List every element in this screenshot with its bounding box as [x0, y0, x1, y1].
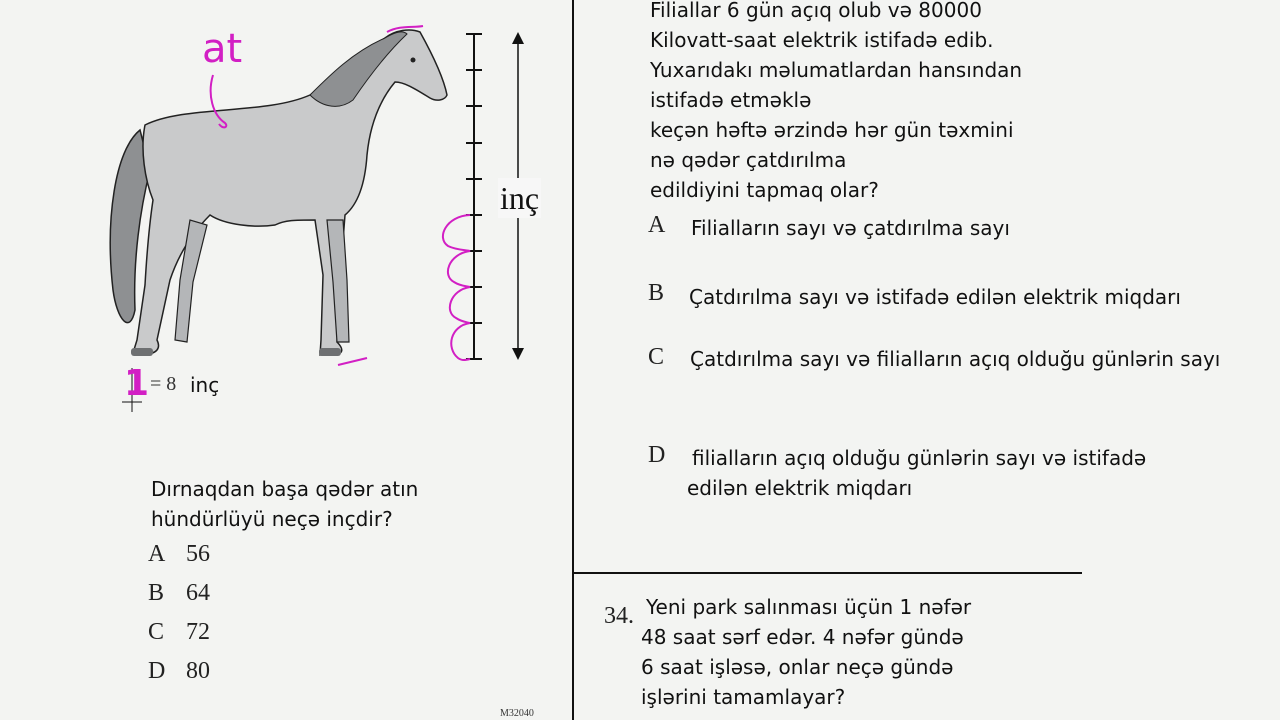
horse-question: [151, 474, 551, 534]
item-code: M32040: [500, 708, 534, 719]
horse-choice-c[interactable]: [148, 619, 348, 658]
choice-letter: B: [648, 280, 665, 306]
branch-question-line-1: Filiallar 6 gün açıq olub və 80000: [650, 0, 982, 22]
scale-unit-label: inç: [500, 180, 540, 216]
q34-line-1: Yeni park salınması üçün 1 nəfər: [646, 595, 972, 619]
q34-line-3: 6 saat işləsə, onlar neçə gündə: [641, 655, 954, 679]
key-equals-value: = 8: [150, 373, 177, 395]
choice-value: 56: [186, 541, 210, 567]
horse-question-line-1: Dırnaqdan başa qədər atın: [151, 477, 419, 501]
horse-illustration: [95, 20, 465, 370]
choice-text-line-1: filialların açıq olduğu günlərin sayı və istifadə: [692, 446, 1147, 470]
choice-value: 80: [186, 658, 210, 684]
horse-choice-b[interactable]: [148, 580, 348, 619]
choice-letter: D: [148, 658, 166, 684]
scale-key: [120, 363, 320, 416]
q34-line-2: 48 saat sərf edər. 4 nəfər gündə: [641, 625, 964, 649]
branch-question: [650, 0, 1022, 205]
column-divider: [572, 0, 574, 720]
choice-letter: C: [148, 619, 165, 645]
branch-question-line-7: edildiyini tapmaq olar?: [650, 178, 879, 202]
q34-line-4: işlərini tamamlayar?: [641, 685, 846, 709]
horse-question-line-2: hündürlüyü neçə inçdir?: [151, 507, 393, 531]
choice-value: 64: [186, 580, 210, 606]
branch-question-line-2: Kilovatt-saat elektrik istifadə edib.: [650, 28, 994, 52]
horse-choices: [148, 541, 348, 697]
q34-number: 34.: [604, 603, 634, 629]
horse-choice-a[interactable]: [148, 541, 348, 580]
choice-value: 72: [186, 619, 210, 645]
choice-letter: A: [148, 541, 166, 567]
branch-question-line-5: keçən həftə ərzində hər gün təxmini: [650, 118, 1014, 142]
branch-question-line-6: nə qədər çatdırılma: [650, 148, 847, 172]
branch-choice-d[interactable]: [648, 442, 1248, 506]
question-divider: [574, 572, 1082, 574]
horse-choice-d[interactable]: [148, 658, 348, 697]
handwritten-at-label: at: [202, 26, 243, 72]
choice-text: Çatdırılma sayı və filialların açıq olduğu günlərin sayı: [690, 347, 1221, 371]
choice-text: Filialların sayı və çatdırılma sayı: [691, 216, 1010, 240]
key-unit: inç: [190, 373, 220, 397]
choice-text: Çatdırılma sayı və istifadə edilən elektrik miqdarı: [689, 285, 1181, 309]
branch-choice-a[interactable]: [648, 212, 1248, 244]
q34-question: [641, 592, 971, 712]
choice-letter: C: [648, 344, 665, 370]
branch-choice-b[interactable]: [648, 280, 1248, 312]
branch-question-line-3: Yuxarıdakı məlumatlardan hansından: [650, 58, 1023, 82]
choice-letter: D: [648, 442, 666, 468]
branch-question-line-4: istifadə etməklə: [650, 88, 812, 112]
branch-choice-c[interactable]: [648, 344, 1248, 376]
key-handwritten-number: 1: [124, 363, 150, 404]
choice-letter: A: [648, 212, 666, 238]
choice-letter: B: [148, 580, 165, 606]
choice-text-line-2: edilən elektrik miqdarı: [687, 476, 913, 500]
